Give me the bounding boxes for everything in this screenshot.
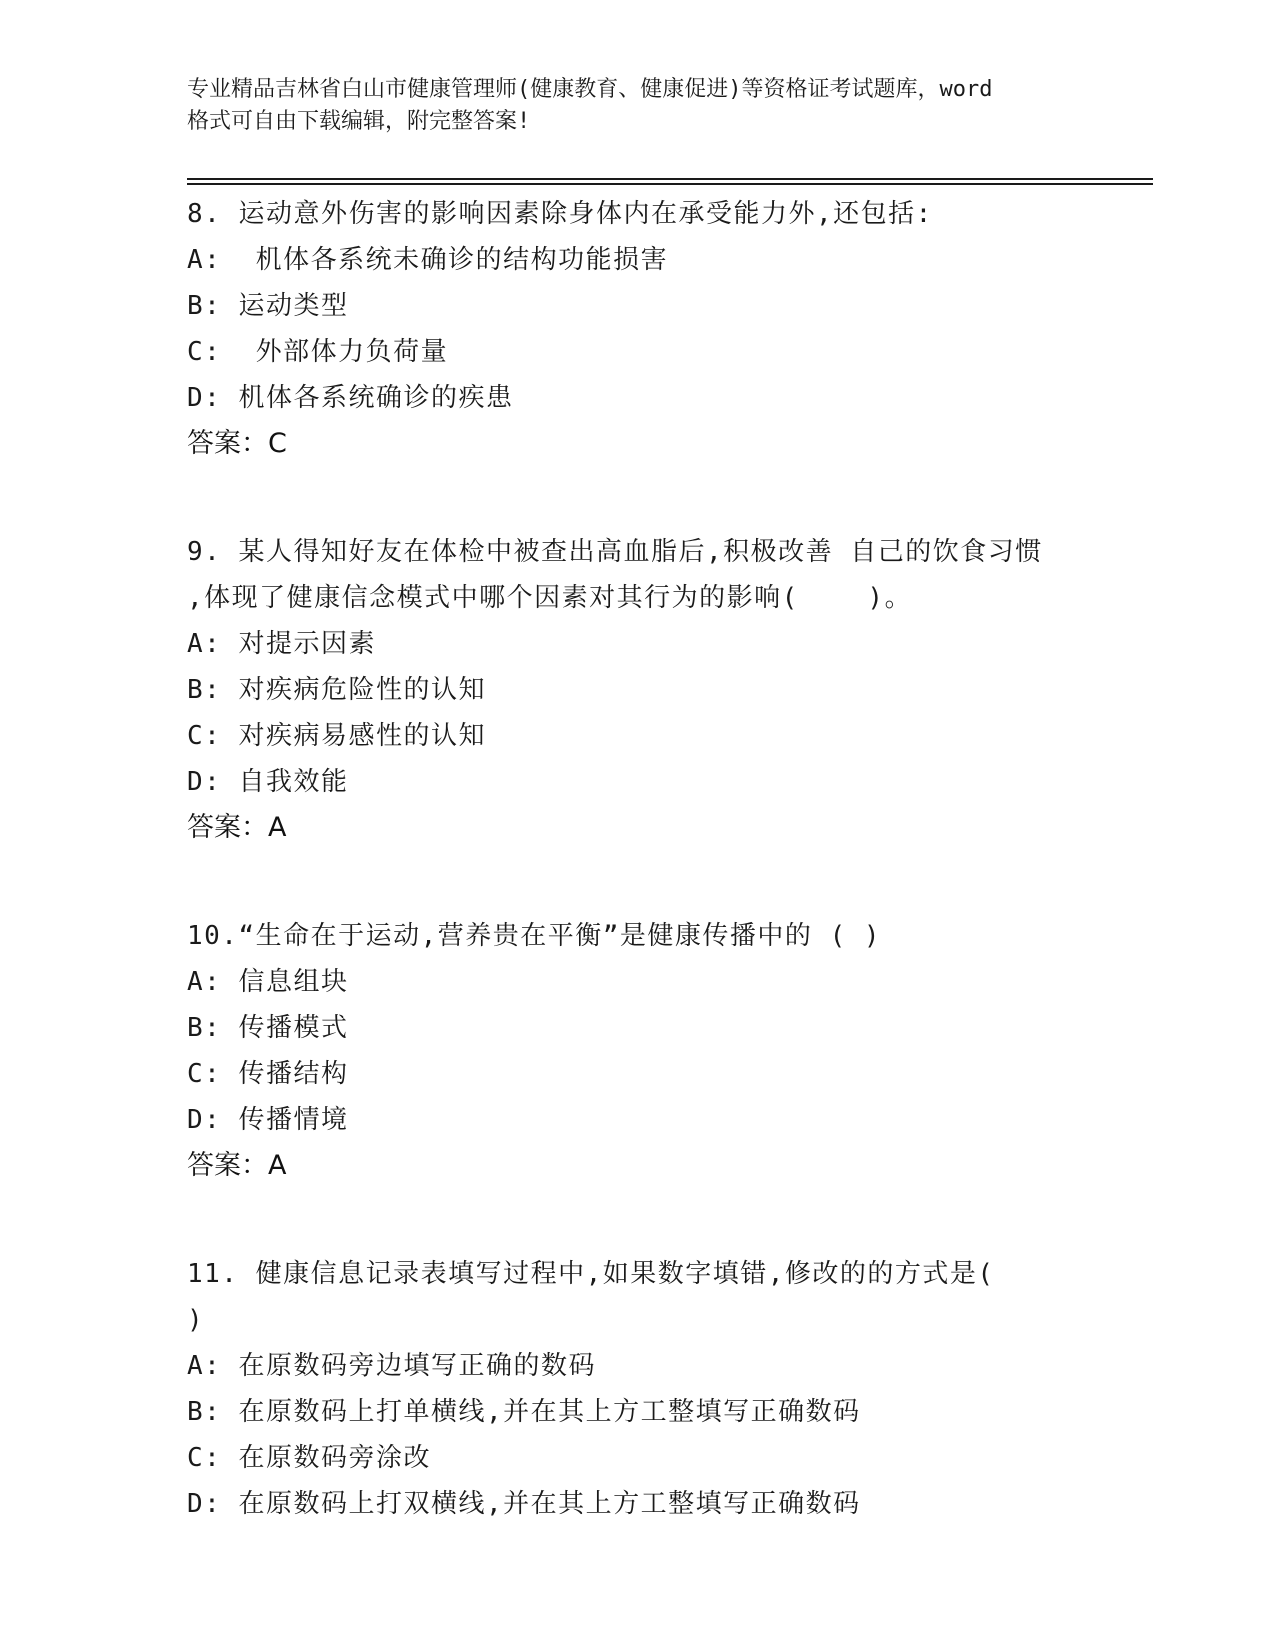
- header-divider-bottom: [187, 183, 1153, 185]
- option-b: B: 传播模式: [187, 1013, 349, 1043]
- option-a: A: 机体各系统未确诊的结构功能损害: [187, 245, 669, 275]
- option-a: A: 对提示因素: [187, 629, 376, 659]
- option-d: D: 自我效能: [187, 767, 349, 797]
- question-9: [187, 529, 1127, 851]
- option-a: A: 信息组块: [187, 967, 349, 997]
- option-c: C: 外部体力负荷量: [187, 337, 449, 367]
- answer-label: 答案：C: [187, 428, 287, 459]
- option-a: A: 在原数码旁边填写正确的数码: [187, 1351, 596, 1381]
- header-line-2: 格式可自由下载编辑，附完整答案!: [187, 109, 531, 134]
- option-c: C: 对疾病易感性的认知: [187, 721, 486, 751]
- option-d: D: 机体各系统确诊的疾患: [187, 383, 514, 413]
- option-b: B: 运动类型: [187, 291, 349, 321]
- option-c: C: 传播结构: [187, 1059, 349, 1089]
- question-spacer: [187, 1189, 1127, 1251]
- option-b: B: 在原数码上打单横线,并在其上方工整填写正确数码: [187, 1397, 861, 1427]
- option-b: B: 对疾病危险性的认知: [187, 675, 486, 705]
- question-text: 9. 某人得知好友在体检中被查出高血脂后,积极改善 自己的饮食习惯: [187, 537, 1043, 567]
- question-spacer: [187, 851, 1127, 913]
- option-c: C: 在原数码旁涂改: [187, 1443, 431, 1473]
- option-d: D: 传播情境: [187, 1105, 349, 1135]
- question-11: [187, 1251, 1127, 1527]
- question-text: 11. 健康信息记录表填写过程中,如果数字填错,修改的的方式是(: [187, 1259, 995, 1289]
- question-text: 10.“生命在于运动,营养贵在平衡”是健康传播中的 ( ): [187, 921, 882, 951]
- option-d: D: 在原数码上打双横线,并在其上方工整填写正确数码: [187, 1489, 861, 1519]
- answer-label: 答案：A: [187, 812, 287, 843]
- question-text-continued: ,体现了健康信念模式中哪个因素对其行为的影响( )。: [187, 583, 913, 613]
- question-8: [187, 191, 1127, 467]
- answer-label: 答案：A: [187, 1150, 287, 1181]
- document-header: [187, 74, 1087, 138]
- header-line-1: 专业精品吉林省白山市健康管理师(健康教育、健康促进)等资格证考试题库，word: [187, 77, 993, 102]
- question-spacer: [187, 467, 1127, 529]
- header-divider-top: [187, 178, 1153, 180]
- question-10: [187, 913, 1127, 1189]
- question-text-continued: ): [187, 1305, 205, 1335]
- question-text: 8. 运动意外伤害的影响因素除身体内在承受能力外,还包括:: [187, 199, 933, 229]
- question-list: [187, 191, 1127, 1527]
